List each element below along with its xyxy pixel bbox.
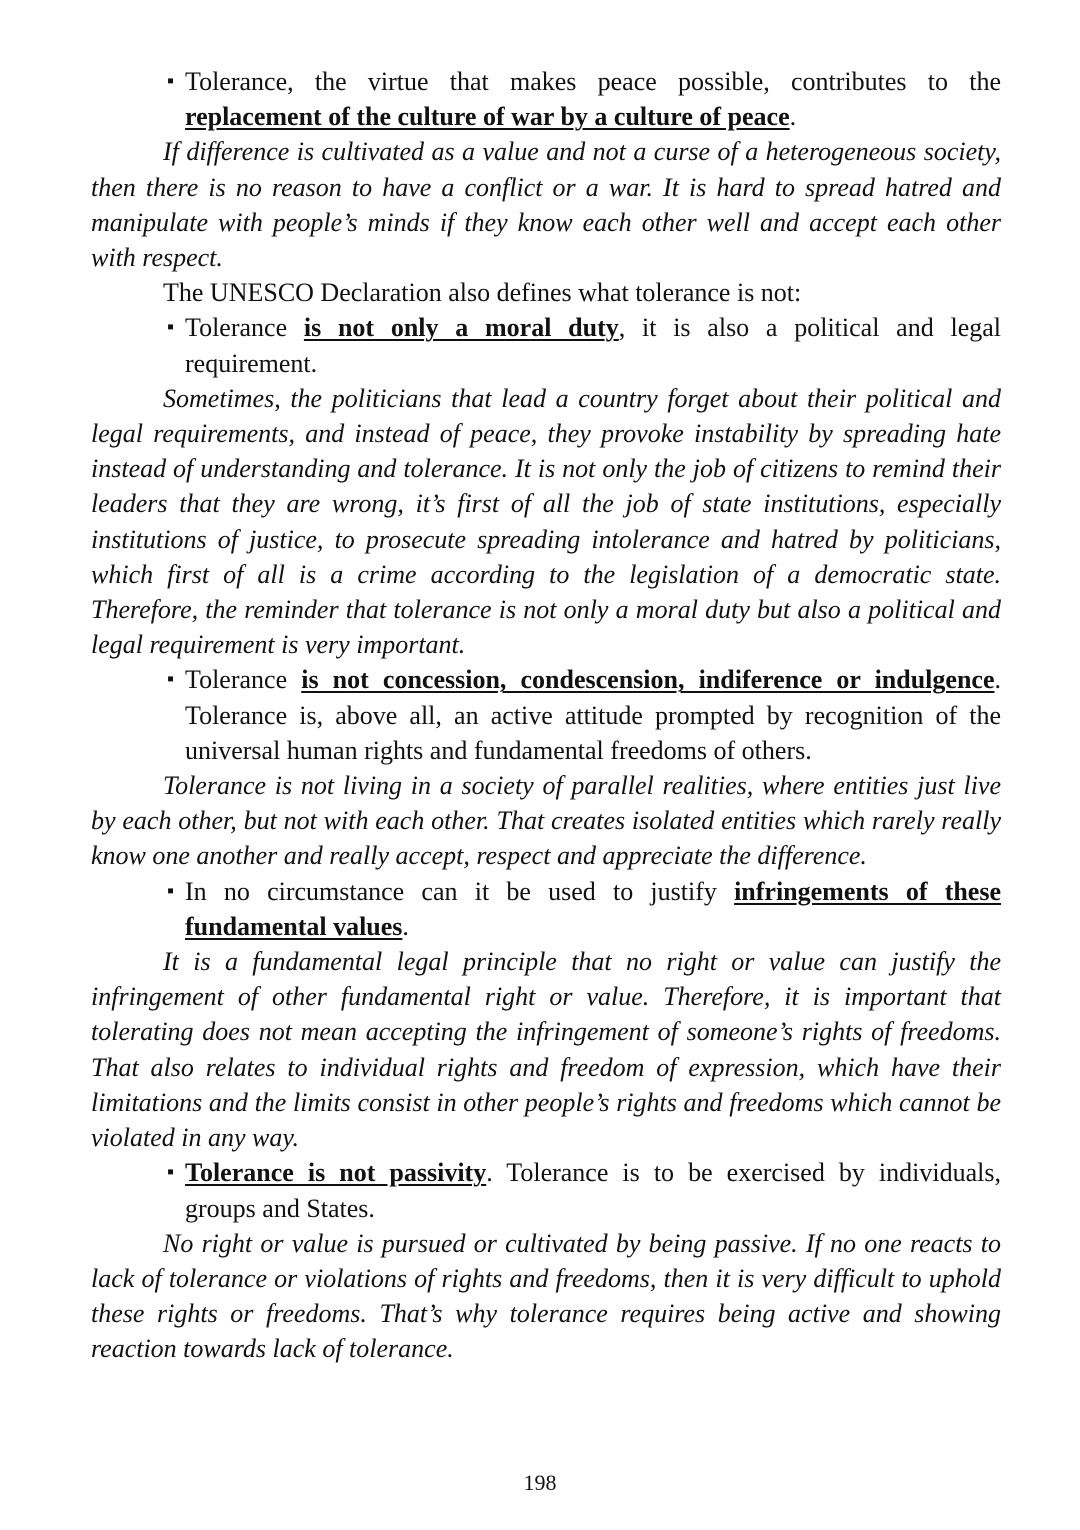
document-page bbox=[91, 64, 1001, 1367]
bullet-not-passivity bbox=[91, 1155, 1001, 1225]
commentary-paragraph: It is a fundamental legal principle that no right or value can justify the infringement of other fundamental right or value. Therefore, it is important that tolerating does not mean accepting the infringement of someone’s rights of freedoms. That also relates to individual rights and freedom of expression, which have their limitations and the limits consist in other people’s rights and freedoms which cannot be violated in any way. bbox=[91, 947, 1001, 1153]
intro-paragraph: The UNESCO Declaration also defines what tolerance is not: bbox=[163, 278, 802, 308]
commentary-paragraph: Sometimes, the politicians that lead a country forget about their political and legal requirements, and instead of peace, they provoke instability by spreading hate instead of understanding and tolerance. It is not only the job of citizens to remind their leaders that they are wrong, it’s first of all the job of state institutions, especially institutions of justice, to prosecute spreading intolerance and hatred by politicians, which first of all is a crime according to the legislation of a democratic state. Therefore, the reminder that tolerance is not only a moral duty but also a political and legal requirement is very important. bbox=[91, 383, 1001, 660]
bullet-text-end: . bbox=[402, 911, 409, 941]
emphasis-text: replacement of the culture of war by a culture of peace bbox=[185, 102, 790, 132]
bullet-moral-duty bbox=[91, 310, 1001, 380]
bullet-culture-of-peace bbox=[91, 64, 1001, 134]
bullet-text-end: . Tolerance is, above all, an active attitude prompted by recognition of the universal human rights and fundamental freedoms of others. bbox=[185, 665, 1001, 765]
bullet-icon: ▪ bbox=[167, 668, 175, 691]
bullet-text: Tolerance bbox=[185, 665, 302, 695]
bullet-icon: ▪ bbox=[167, 1161, 175, 1184]
bullet-text: In no circumstance can it be used to justify bbox=[185, 876, 735, 906]
bullet-text-end: . Tolerance is to be exercised by individuals, groups and States. bbox=[185, 1158, 1001, 1223]
bullet-icon: ▪ bbox=[167, 70, 175, 92]
bullet-not-concession bbox=[91, 662, 1001, 768]
bullet-text: Tolerance, the virtue that makes peace possible, contributes to the bbox=[185, 67, 1001, 96]
commentary-paragraph: If difference is cultivated as a value and not a curse of a heterogeneous society, then there is no reason to have a conflict or a war. It is hard to spread hatred and manipulate with people’s minds if they know each other well and accept each other with respect. bbox=[91, 137, 1001, 273]
emphasis-text: is not concession, condescension, indiference or indulgence bbox=[301, 665, 995, 695]
bullet-text-end: . bbox=[789, 102, 797, 132]
bullet-infringements bbox=[91, 874, 1001, 944]
bullet-icon: ▪ bbox=[167, 879, 175, 902]
emphasis-text: infringements of these fundamental values bbox=[185, 876, 1002, 941]
emphasis-text: Tolerance is not passivity bbox=[185, 1158, 487, 1188]
commentary-paragraph: Tolerance is not living in a society of parallel realities, where entities just live by each other, but not with each other. That creates isolated entities which rarely really know one another and really accept, respect and appreciate the difference. bbox=[91, 771, 1001, 871]
page-number: 198 bbox=[523, 1470, 557, 1495]
bullet-icon: ▪ bbox=[167, 316, 175, 339]
commentary-paragraph: No right or value is pursued or cultivated by being passive. If no one reacts to lack of tolerance or violations of rights and freedoms, then it is very difficult to uphold these rights or freedoms. That’s why tolerance requires being active and showing reaction towards lack of tolerance. bbox=[91, 1228, 1001, 1364]
bullet-text: Tolerance bbox=[185, 313, 304, 343]
emphasis-text: is not only a moral duty bbox=[303, 313, 619, 343]
bullet-text-end: , it is also a political and legal requirement. bbox=[185, 313, 1001, 378]
